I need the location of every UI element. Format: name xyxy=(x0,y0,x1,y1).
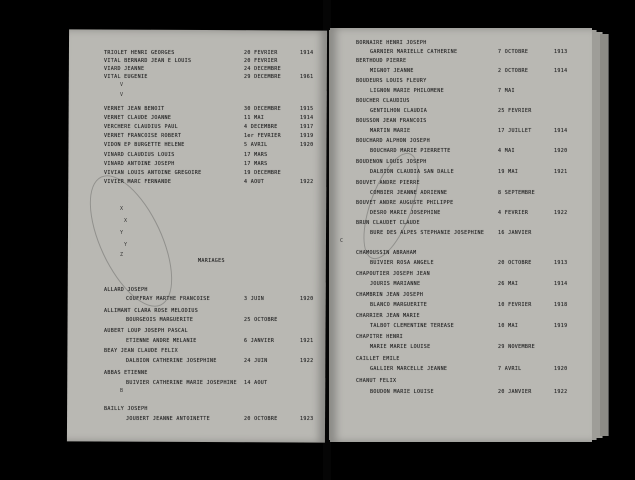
entry-year: 1918 xyxy=(554,302,568,308)
entry-name: VERNET CLAUDE JOANNE xyxy=(104,115,172,121)
entry-year: 1914 xyxy=(554,128,568,134)
entry-year: 1914 xyxy=(300,115,314,121)
entry-name: MARIE MARIE LOUISE xyxy=(370,344,431,350)
entry-name: BOUCHARD MARIE PIERRETTE xyxy=(370,148,451,154)
entry-name: BURE DES ALPES STEPHANIE JOSEPHINE xyxy=(370,230,485,236)
entry-date: 1er FEVRIER xyxy=(244,133,281,139)
entry-name: VITAL EUGENIE xyxy=(104,74,148,80)
entry-name: JOURIS MARIANNE xyxy=(370,281,421,287)
entry-date: 19 DECEMBRE xyxy=(244,170,281,176)
entry-year: 1921 xyxy=(300,338,314,344)
entry-year: 1920 xyxy=(300,296,314,302)
entry-date: 4 DECEMBRE xyxy=(244,124,278,130)
entry-name: BUIVIER CATHERINE MARIE JOSEPHINE xyxy=(126,380,237,386)
entry-date: 24 DECEMBRE xyxy=(244,66,281,72)
entry-name: COMBIER JEANNE ADRIENNE xyxy=(370,190,448,196)
entry-year: 1922 xyxy=(300,179,314,185)
entry-name: BOUDON MARIE LOUISE xyxy=(370,389,434,395)
index-letter: Y xyxy=(120,230,124,236)
entry-name: ALLARD JOSEPH xyxy=(104,287,148,293)
entry-year: 1922 xyxy=(554,389,568,395)
entry-name: VERNET FRANCOISE ROBERT xyxy=(104,133,182,139)
entry-date: 20 FEVRIER xyxy=(244,58,278,64)
entry-year: 1922 xyxy=(300,358,314,364)
entry-date: 25 OCTOBRE xyxy=(244,317,278,323)
entry-name: VITAL BERNARD JEAN E LOUIS xyxy=(104,58,192,64)
entry-name: GARNIER MARIELLE CATHERINE xyxy=(370,49,458,55)
index-letter: Y xyxy=(124,242,128,248)
entry-name: MIGNOT JEANNE xyxy=(370,68,414,74)
entry-name: AUBERT LOUP JOSEPH PASCAL xyxy=(104,328,189,334)
entry-date: 19 MAI xyxy=(498,169,519,175)
entry-name: VIARD JEANNE xyxy=(104,66,145,72)
entry-date: 10 FEVRIER xyxy=(498,302,532,308)
index-letter: V xyxy=(120,92,124,98)
entry-name: CHAMBRIN JEAN JOSEPH xyxy=(356,292,424,298)
entry-name: CHANUT FELIX xyxy=(356,378,397,384)
entry-date: 6 JANVIER xyxy=(244,338,275,344)
entry-name: BOUCHER CLAUDIUS xyxy=(356,98,410,104)
entry-name: BAILLY JOSEPH xyxy=(104,406,148,412)
section-heading: MARIAGES xyxy=(198,258,225,264)
entry-date: 4 MAI xyxy=(498,148,515,154)
entry-year: 1914 xyxy=(554,281,568,287)
entry-date: 10 MAI xyxy=(498,323,519,329)
entry-name: GENTILHON CLAUDIA xyxy=(370,108,428,114)
entry-name: CAILLET EMILE xyxy=(356,356,400,362)
entry-name: BUIVIER ROSA ANGELE xyxy=(370,260,434,266)
entry-date: 24 JUIN xyxy=(244,358,268,364)
entry-year: 1919 xyxy=(300,133,314,139)
entry-date: 7 AVRIL xyxy=(498,366,522,372)
index-letter: X xyxy=(120,206,124,212)
entry-date: 25 FEVRIER xyxy=(498,108,532,114)
entry-name: MARTIN MARIE xyxy=(370,128,411,134)
entry-name: BOUSSON JEAN FRANCOIS xyxy=(356,118,427,124)
entry-name: BOUDENON LOUIS JOSEPH xyxy=(356,159,427,165)
entry-year: 1913 xyxy=(554,260,568,266)
entry-year: 1923 xyxy=(300,416,314,422)
entry-year: 1920 xyxy=(300,142,314,148)
entry-year: 1920 xyxy=(554,148,568,154)
entry-name: VERCHERE CLAUDIUS PAUL xyxy=(104,124,178,130)
entry-year: 1914 xyxy=(554,68,568,74)
index-letter: V xyxy=(120,82,124,88)
entry-name: BOUVET ANDRE PIERRE xyxy=(356,180,420,186)
entry-name: BERTHOUD PIERRE xyxy=(356,58,407,64)
entry-name: VINARD ANTOINE JOSEPH xyxy=(104,161,175,167)
entry-name: VIVIER MARC FERNANDE xyxy=(104,179,172,185)
entry-name: BRUN CLAUDET CLAUDE xyxy=(356,220,420,226)
index-letter: C xyxy=(340,238,344,244)
entry-date: 17 MARS xyxy=(244,152,268,158)
entry-name: BOURGEOIS MARGUERITE xyxy=(126,317,194,323)
entry-year: 1922 xyxy=(554,210,568,216)
entry-date: 2 OCTOBRE xyxy=(498,68,529,74)
entry-year: 1921 xyxy=(554,169,568,175)
entry-date: 5 AVRIL xyxy=(244,142,268,148)
entry-date: 16 JANVIER xyxy=(498,230,532,236)
entry-name: DALBION CATHERINE JOSEPHINE xyxy=(126,358,217,364)
entry-date: 26 MAI xyxy=(498,281,519,287)
entry-name: BLANCO MARGUERITE xyxy=(370,302,428,308)
entry-name: ALLIMANT CLARA ROSE MELODIUS xyxy=(104,308,199,314)
entry-date: 29 DECEMBRE xyxy=(244,74,281,80)
entry-name: CHAPOUTIER JOSEPH JEAN xyxy=(356,271,430,277)
entry-name: ETIENNE ANDRE MELANIE xyxy=(126,338,197,344)
entry-year: 1917 xyxy=(300,124,314,130)
entry-name: DALBION CLAUDIA SAN DALLE xyxy=(370,169,455,175)
entry-year: 1961 xyxy=(300,74,314,80)
entry-name: JOUBERT JEANNE ANTOINETTE xyxy=(126,416,211,422)
entry-date: 30 DECEMBRE xyxy=(244,106,281,112)
entry-year: 1919 xyxy=(554,323,568,329)
entry-name: GALLIER MARCELLE JEANNE xyxy=(370,366,448,372)
entry-date: 8 SEPTEMBRE xyxy=(498,190,535,196)
entry-name: BORNAIRE HENRI JOSEPH xyxy=(356,40,427,46)
entry-name: BOUCHARD ALPHON JOSEPH xyxy=(356,138,430,144)
entry-name: COUFFRAY MARTHE FRANCOISE xyxy=(126,296,211,302)
entry-name: CHARRIER JEAN MARIE xyxy=(356,313,420,319)
entry-name: VIDON EP BURGETTE HELENE xyxy=(104,142,185,148)
page-stack-edge xyxy=(600,34,609,436)
entry-name: VINARD CLAUDIUS LOUIS xyxy=(104,152,175,158)
entry-year: 1915 xyxy=(300,106,314,112)
entry-date: 4 FEVRIER xyxy=(498,210,529,216)
entry-date: 4 AOUT xyxy=(244,179,265,185)
entry-date: 7 MAI xyxy=(498,88,515,94)
entry-name: LIGNON MARIE PHILOMENE xyxy=(370,88,444,94)
entry-date: 20 OCTOBRE xyxy=(244,416,278,422)
entry-date: 20 JANVIER xyxy=(498,389,532,395)
entry-date: 20 OCTOBRE xyxy=(498,260,532,266)
entry-year: 1920 xyxy=(554,366,568,372)
entry-date: 11 MAI xyxy=(244,115,265,121)
entry-name: VERNET JEAN BENOIT xyxy=(104,106,165,112)
entry-year: 1914 xyxy=(300,50,314,56)
entry-date: 17 JUILLET xyxy=(498,128,532,134)
index-letter: B xyxy=(120,388,124,394)
index-letter: X xyxy=(124,218,128,224)
entry-name: DESRO MARIE JOSEPHINE xyxy=(370,210,441,216)
entry-name: CHAPITRE HENRI xyxy=(356,334,404,340)
entry-name: TALBOT CLEMENTINE TEREASE xyxy=(370,323,455,329)
entry-name: BOUVET ANDRE AUGUSTE PHILIPPE xyxy=(356,200,454,206)
page-fold xyxy=(329,30,331,440)
entry-name: TRIOLET HENRI GEORGES xyxy=(104,50,175,56)
entry-date: 17 MARS xyxy=(244,161,268,167)
entry-name: BEAY JEAN CLAUDE FELIX xyxy=(104,348,178,354)
entry-name: VIVIAN LOUIS ANTOINE GREGOIRE xyxy=(104,170,202,176)
entry-date: 7 OCTOBRE xyxy=(498,49,529,55)
entry-year: 1913 xyxy=(554,49,568,55)
entry-date: 20 FEVRIER xyxy=(244,50,278,56)
entry-name: CHAMOUSSIN ABRAHAM xyxy=(356,250,417,256)
entry-date: 29 NOVEMBRE xyxy=(498,344,535,350)
index-letter: Z xyxy=(120,252,124,258)
entry-date: 3 JUIN xyxy=(244,296,265,302)
entry-name: BOUDEURS LOUIS FLEURY xyxy=(356,78,427,84)
entry-name: ABBAS ETIENNE xyxy=(104,370,148,376)
entry-date: 14 AOUT xyxy=(244,380,268,386)
